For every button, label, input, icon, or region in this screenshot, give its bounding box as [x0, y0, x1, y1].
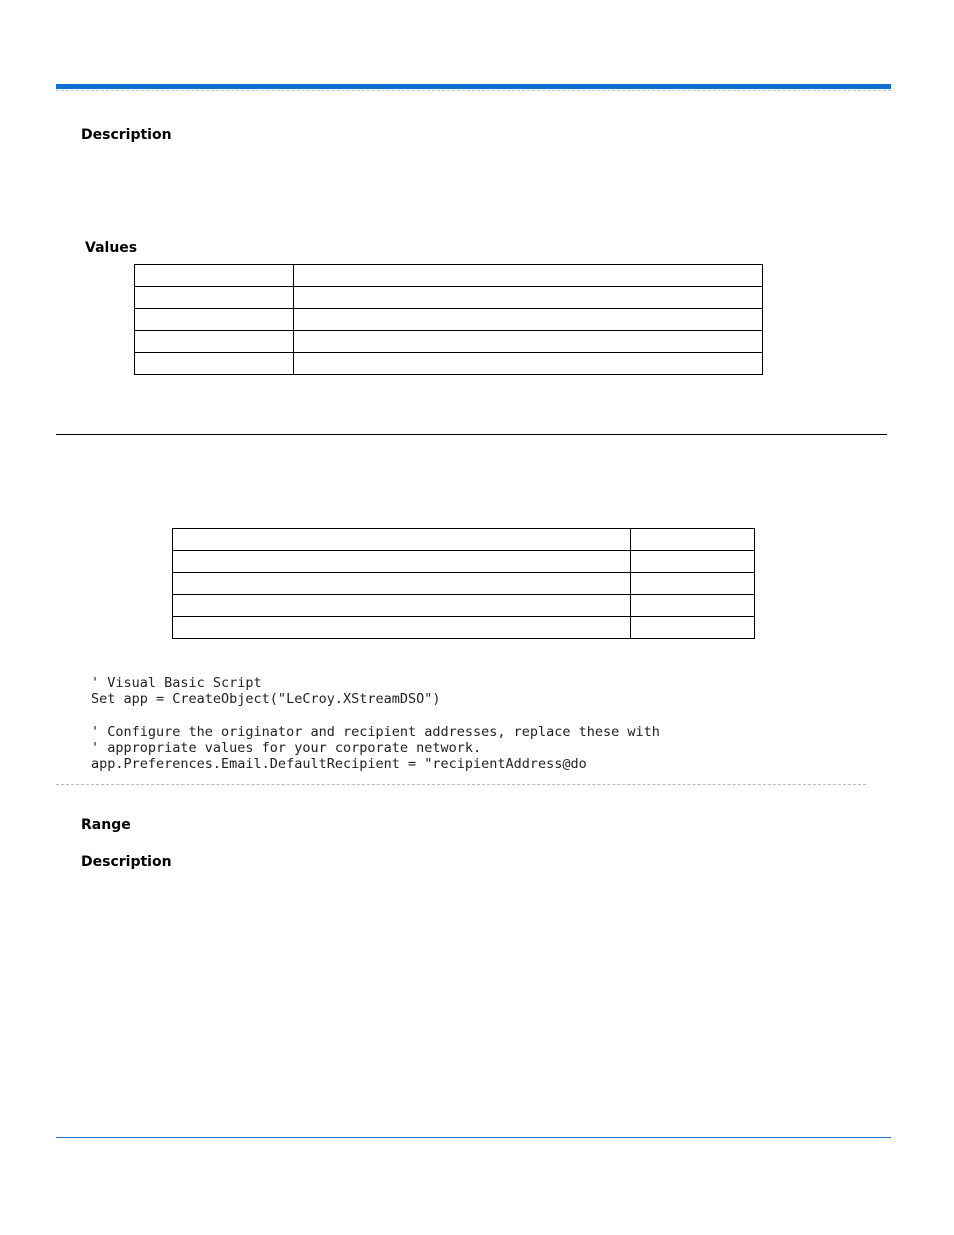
code-line: ' Configure the originator and recipient addresses, replace these with [91, 723, 660, 740]
footer-line [56, 1137, 891, 1138]
table-row [135, 265, 763, 287]
table-cell [294, 309, 763, 331]
table-cell [631, 551, 755, 573]
table-cell [135, 353, 294, 375]
table-cell [135, 287, 294, 309]
description-heading: Description [81, 127, 172, 143]
code-example [91, 675, 660, 772]
table-row [135, 287, 763, 309]
table-cell [173, 617, 631, 639]
code-line: ' Visual Basic Script [91, 675, 262, 691]
table-cell [631, 617, 755, 639]
code-line: ' appropriate values for your corporate network. [91, 739, 482, 756]
table-row [135, 331, 763, 353]
table-row [173, 529, 755, 551]
table-row [135, 353, 763, 375]
table-cell [173, 573, 631, 595]
table-cell [631, 529, 755, 551]
table-row [173, 617, 755, 639]
table-row [173, 595, 755, 617]
table-cell [631, 573, 755, 595]
description-heading-2: Description [81, 854, 172, 870]
table-cell [135, 331, 294, 353]
header-dashed-line [56, 90, 891, 91]
table-cell [631, 595, 755, 617]
table-cell [135, 265, 294, 287]
table-cell [173, 529, 631, 551]
table-cell [173, 595, 631, 617]
header-bar [56, 84, 891, 89]
code-line: app.Preferences.Email.DefaultRecipient = "recipientAddress@do [91, 756, 587, 773]
code-dashed-divider [56, 784, 866, 785]
table-row [135, 309, 763, 331]
table-cell [135, 309, 294, 331]
table-row [173, 573, 755, 595]
code-line: Set app = CreateObject("LeCroy.XStreamDSO") [91, 691, 441, 708]
range-heading: Range [81, 817, 131, 833]
second-table [172, 528, 755, 639]
table-cell [294, 287, 763, 309]
values-heading: Values [85, 240, 138, 256]
table-cell [294, 265, 763, 287]
section-divider [56, 434, 887, 435]
table-cell [294, 331, 763, 353]
table-row [173, 551, 755, 573]
table-cell [173, 551, 631, 573]
values-table [134, 264, 763, 375]
table-cell [294, 353, 763, 375]
